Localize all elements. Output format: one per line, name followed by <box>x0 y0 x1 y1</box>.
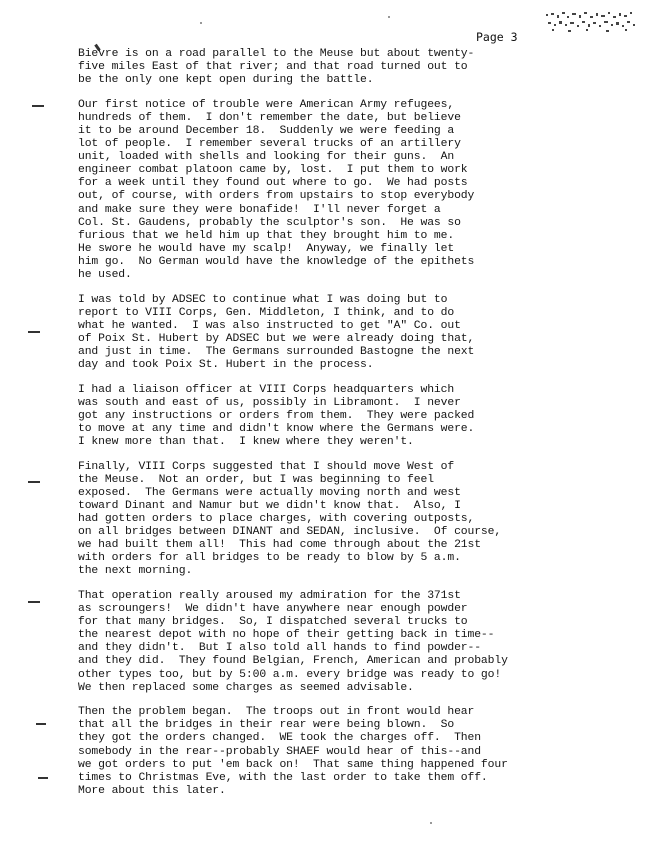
text-line: engineer combat platoon came by, lost. I put them to work <box>78 164 468 177</box>
text-line: More about this later. <box>78 784 226 797</box>
speck <box>200 22 202 24</box>
text-line: Finally, VIII Corps suggested that I should move West of <box>78 460 455 473</box>
text-line: hundreds of them. I don't remember the date, but believe <box>78 111 461 124</box>
paragraph <box>78 48 638 87</box>
text-line: the Meuse. Not an order, but I was beginning to feel <box>78 473 434 486</box>
text-line: as scroungers! We didn't have anywhere near enough powder <box>78 603 468 616</box>
text-line: We then replaced some charges as seemed advisable. <box>78 681 414 694</box>
text-line: they got the orders changed. WE took the charges off. Then <box>78 732 481 745</box>
margin-mark <box>28 331 40 333</box>
text-line: to move at any time and didn't know where the Germans were. <box>78 422 475 435</box>
text-line: got any instructions or orders from them. They were packed <box>78 409 475 422</box>
text-line: and they did. They found Belgian, French, American and probably <box>78 655 508 668</box>
margin-mark <box>28 481 40 483</box>
document-body <box>78 48 638 809</box>
margin-mark <box>36 723 46 725</box>
paragraph <box>78 590 638 695</box>
text-line: on all bridges between DINANT and SEDAN, inclusive. Of course, <box>78 526 502 539</box>
paragraph <box>78 461 638 579</box>
text-line: I was told by ADSEC to continue what I was doing but to <box>78 293 448 306</box>
text-line: and just in time. The Germans surrounded Bastogne the next <box>78 345 475 358</box>
text-line: That operation really aroused my admiration for the 371st <box>78 589 461 602</box>
text-line: somebody in the rear--probably SHAEF would hear of this--and <box>78 745 481 758</box>
text-line: the nearest depot with no hope of their getting back in time-- <box>78 629 495 642</box>
text-line: He swore he would have my scalp! Anyway, we finally let <box>78 242 455 255</box>
text-line: other types too, but by 5:00 a.m. every bridge was ready to go! <box>78 668 502 681</box>
page-number: Page 3 <box>476 30 518 44</box>
text-line: times to Christmas Eve, with the last order to take them off. <box>78 771 488 784</box>
text-line: and make sure they were bonafide! I'll never forget a <box>78 203 441 216</box>
text-line: it to be around December 18. Suddenly we were feeding a <box>78 124 455 137</box>
text-line: report to VIII Corps, Gen. Middleton, I think, and to do <box>78 306 455 319</box>
text-line: of Poix St. Hubert by ADSEC but we were already doing that, <box>78 332 475 345</box>
text-line: we got orders to put 'em back on! That same thing happened four <box>78 758 508 771</box>
text-line: Then the problem began. The troops out in front would hear <box>78 706 475 719</box>
text-line: be the only one kept open during the battle. <box>78 74 374 87</box>
text-line: Bievre is on a road parallel to the Meuse but about twenty- <box>78 48 475 60</box>
text-line: five miles East of that river; and that road turned out to <box>78 61 468 74</box>
margin-mark <box>28 601 40 603</box>
speck <box>430 822 432 824</box>
text-line: he used. <box>78 269 132 281</box>
text-line: with orders for all bridges to be ready to blow by 5 a.m. <box>78 552 461 565</box>
paragraph <box>78 99 638 282</box>
text-line: what he wanted. I was also instructed to get "A" Co. out <box>78 319 461 332</box>
text-line: toward Dinant and Namur but we didn't know that. Also, I <box>78 499 461 512</box>
text-line: the next morning. <box>78 565 193 578</box>
text-line: furious that we held him up that they brought him to me. <box>78 229 455 242</box>
text-line: Col. St. Gaudens, probably the sculptor's son. He was so <box>78 216 461 229</box>
margin-mark <box>38 777 48 779</box>
text-line: day and took Poix St. Hubert in the process. <box>78 359 374 372</box>
text-line: was south and east of us, possibly in Libramont. I never <box>78 396 461 409</box>
margin-mark <box>32 105 44 107</box>
text-line: him go. No German would have the knowledge of the epithets <box>78 255 475 268</box>
archive-stamp <box>540 8 640 36</box>
text-line: had gotten orders to place charges, with covering outposts, <box>78 513 475 525</box>
paragraph <box>78 294 638 373</box>
text-line: lot of people. I remember several trucks of an artillery <box>78 138 461 151</box>
text-line: and they didn't. But I also told all hands to find powder-- <box>78 642 481 655</box>
paragraph <box>78 706 638 798</box>
text-line: for that many bridges. So, I dispatched several trucks to <box>78 616 468 629</box>
text-line: I had a liaison officer at VIII Corps headquarters which <box>78 383 455 396</box>
text-line: Our first notice of trouble were American Army refugees, <box>78 98 455 111</box>
paragraph <box>78 384 638 449</box>
text-line: out, of course, with orders from upstairs to stop everybody <box>78 190 475 203</box>
text-line: for a week until they found out where to go. We had posts <box>78 177 468 190</box>
text-line: that all the bridges in their rear were being blown. So <box>78 719 455 732</box>
text-line: exposed. The Germans were actually moving north and west <box>78 486 461 499</box>
speck <box>388 16 390 18</box>
text-line: I knew more than that. I knew where they weren't. <box>78 436 414 449</box>
text-line: unit, loaded with shells and looking for their guns. An <box>78 151 455 164</box>
text-line: we had built them all! This had come through about the 21st <box>78 539 481 552</box>
